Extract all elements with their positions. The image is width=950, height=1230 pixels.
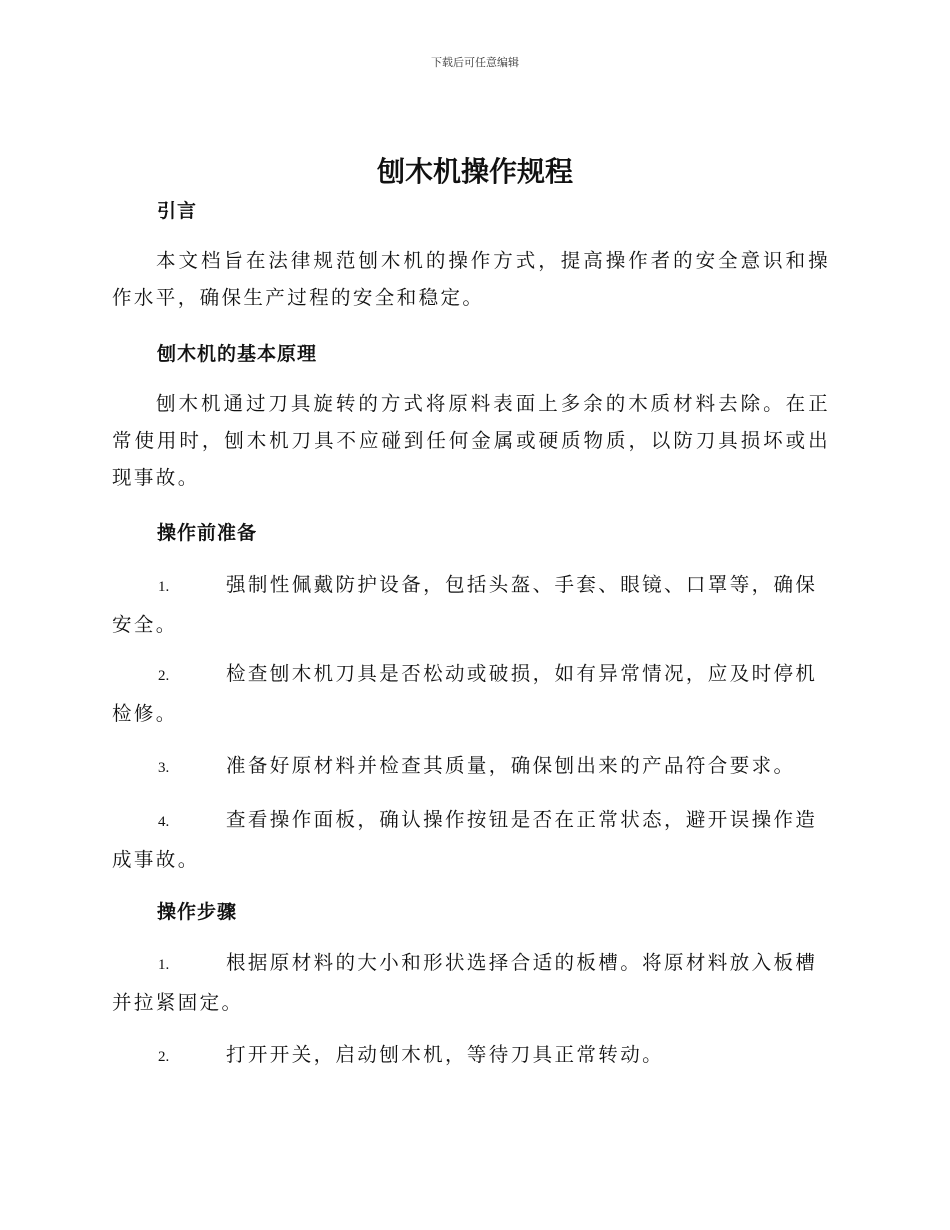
document-title: 刨木机操作规程 bbox=[376, 155, 573, 188]
list-item-number: 1. bbox=[158, 957, 170, 973]
list-item-number: 3. bbox=[158, 760, 170, 776]
list-item bbox=[112, 566, 830, 643]
list-item bbox=[112, 1036, 830, 1076]
list-item-text: 打开开关，启动刨木机，等待刀具正常转动。 bbox=[226, 1043, 665, 1066]
paragraph-principle: 刨木机通过刀具旋转的方式将原料表面上多余的木质材料去除。在正常使用时，刨木机刀具不应碰到任何金属或硬质物质，以防刀具损坏或出现事故。 bbox=[112, 392, 830, 489]
list-item-number: 4. bbox=[158, 814, 170, 830]
list-item bbox=[112, 747, 830, 787]
section-heading-prep: 操作前准备 bbox=[157, 522, 258, 544]
section-heading-steps: 操作步骤 bbox=[157, 901, 238, 923]
list-item-text: 检查刨木机刀具是否松动或破损，如有异常情况，应及时停机检修。 bbox=[112, 662, 818, 725]
list-item-number: 1. bbox=[158, 579, 170, 595]
list-item-number: 2. bbox=[158, 668, 170, 684]
list-item bbox=[112, 655, 830, 732]
list-item bbox=[112, 801, 830, 878]
list-item-text: 根据原材料的大小和形状选择合适的板槽。将原材料放入板槽并拉紧固定。 bbox=[112, 951, 818, 1014]
section-heading-intro: 引言 bbox=[157, 200, 198, 222]
list-item-text: 查看操作面板，确认操作按钮是否在正常状态，避开误操作造成事故。 bbox=[112, 808, 818, 871]
paragraph-intro: 本文档旨在法律规范刨木机的操作方式，提高操作者的安全意识和操作水平，确保生产过程的安全和稳定。 bbox=[112, 249, 830, 309]
list-item-text: 准备好原材料并检查其质量，确保刨出来的产品符合要求。 bbox=[226, 754, 796, 777]
section-heading-principle: 刨木机的基本原理 bbox=[157, 343, 318, 365]
list-item-text: 强制性佩戴防护设备，包括头盔、手套、眼镜、口罩等，确保安全。 bbox=[112, 573, 818, 636]
list-item bbox=[112, 944, 830, 1021]
page-header-note: 下载后可任意编辑 bbox=[431, 56, 519, 69]
list-item-number: 2. bbox=[158, 1049, 170, 1065]
